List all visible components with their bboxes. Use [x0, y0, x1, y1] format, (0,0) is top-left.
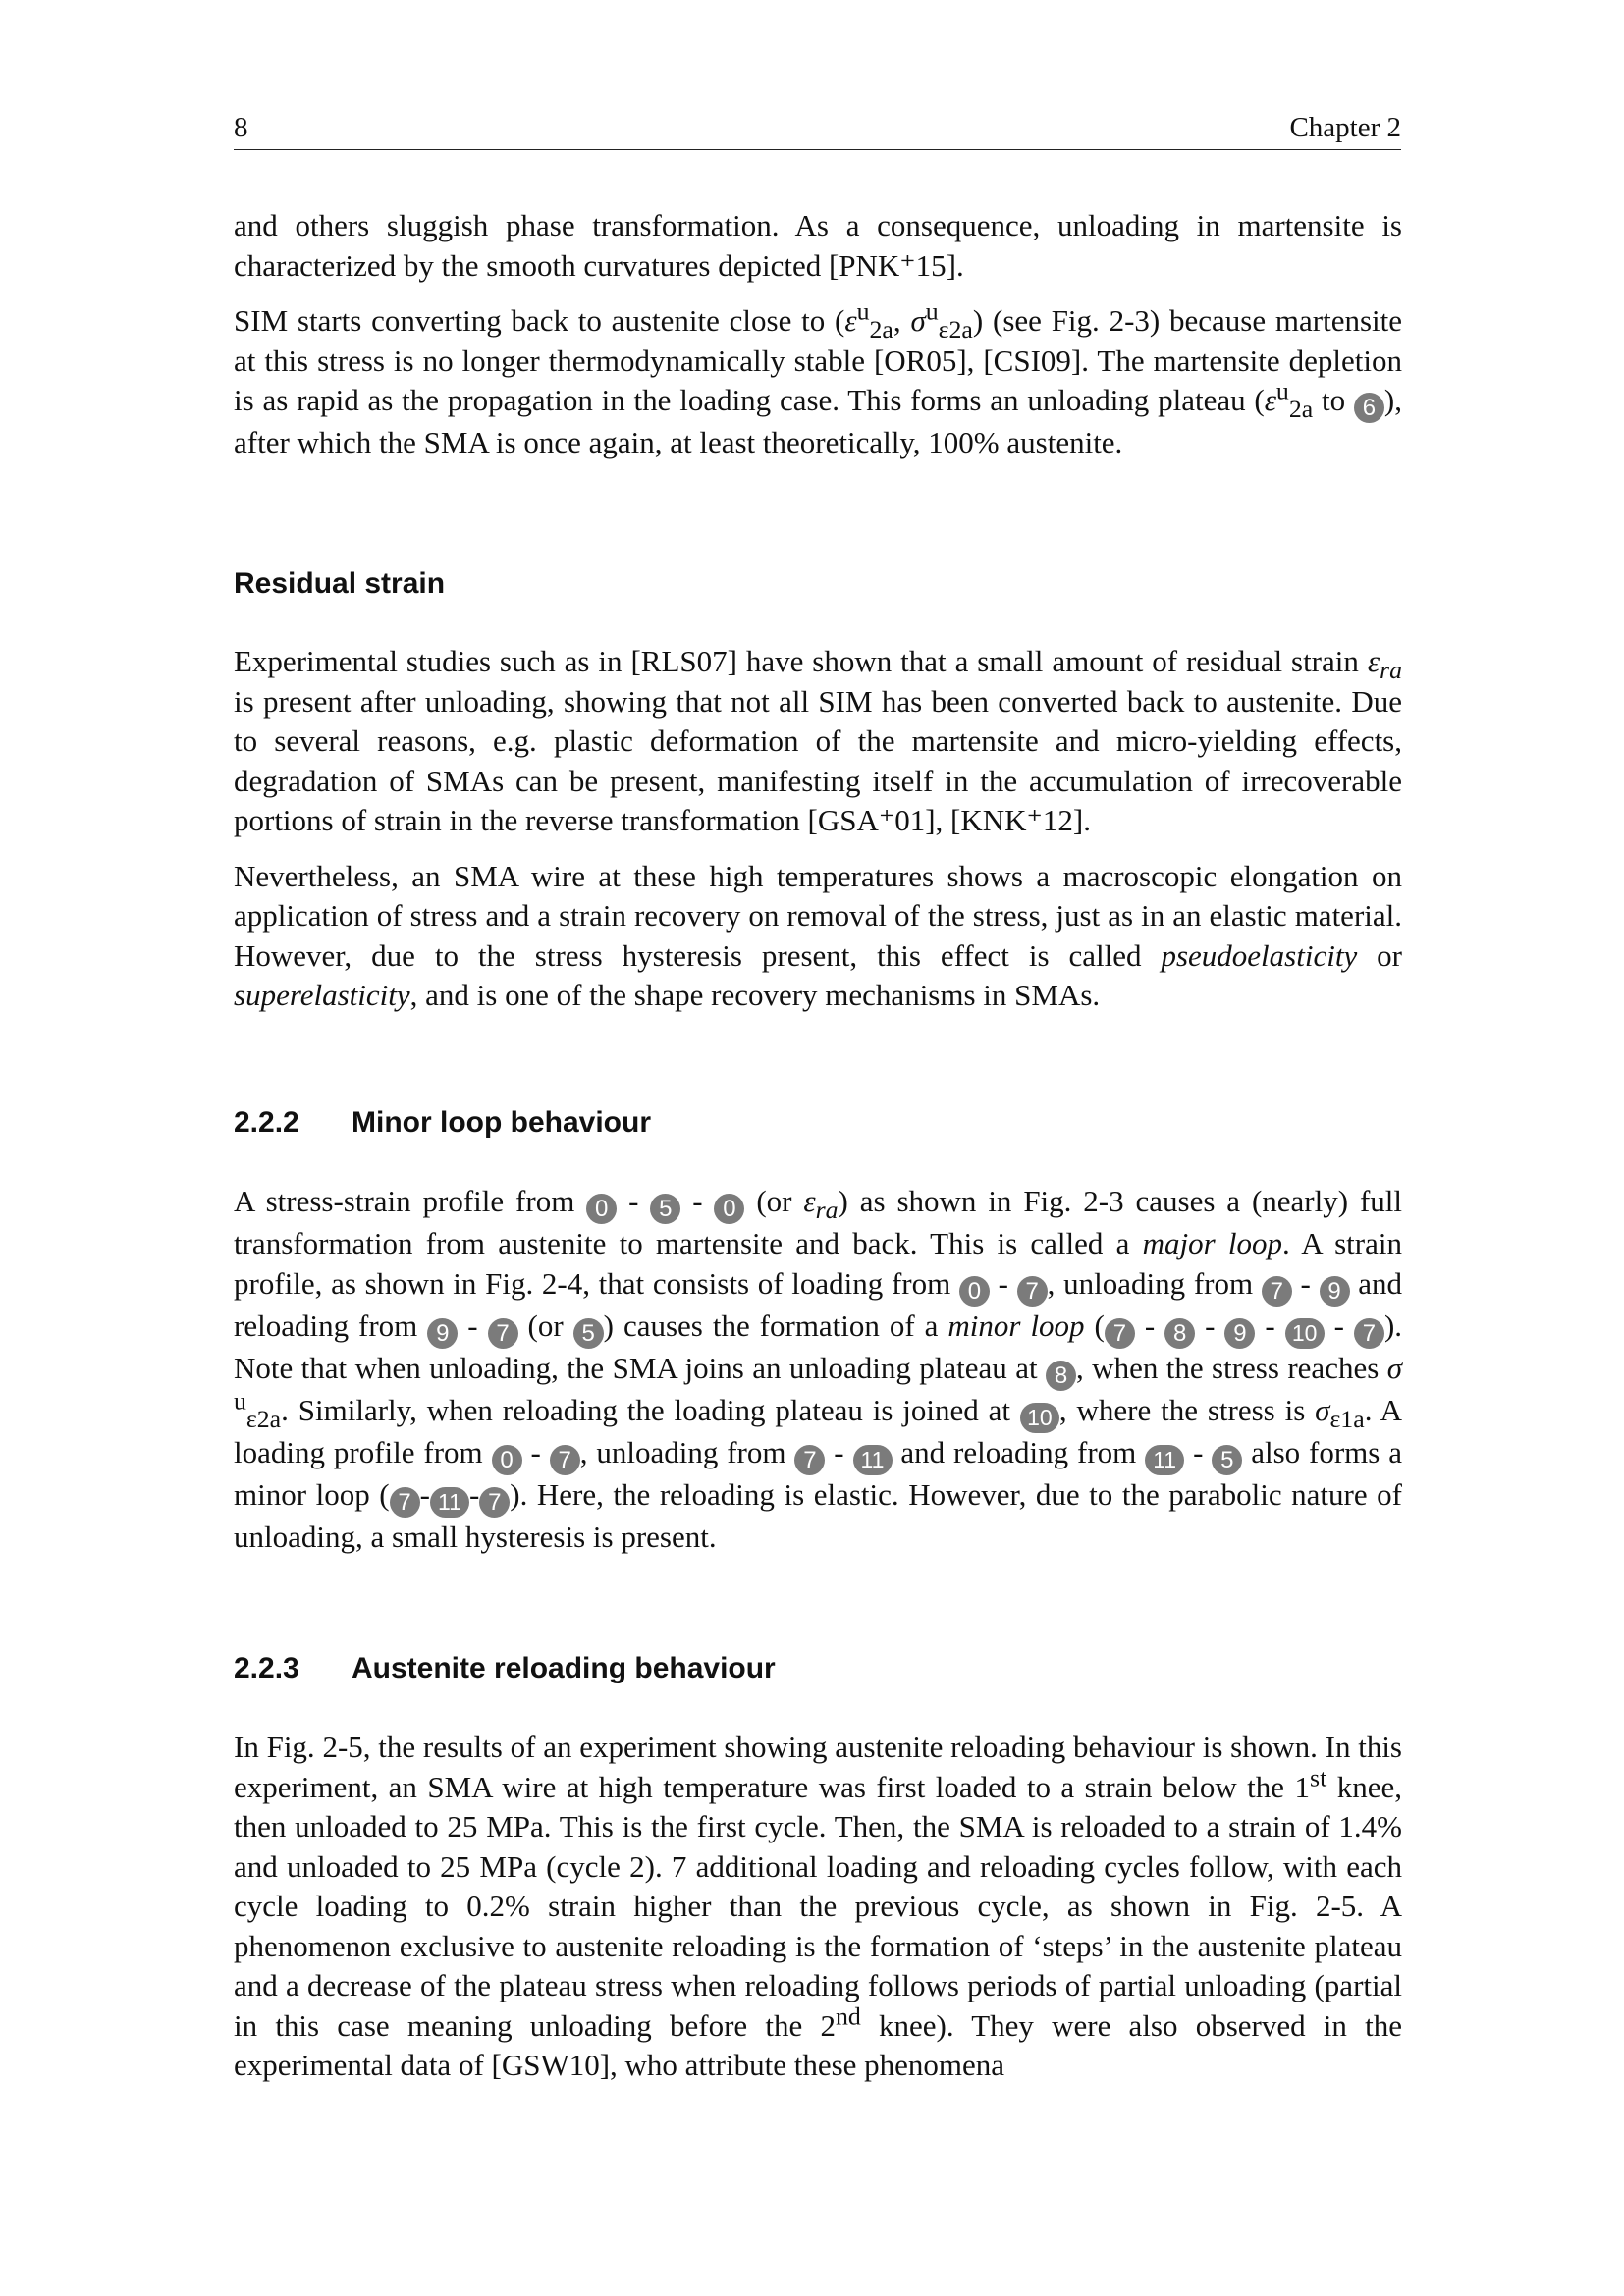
- point-marker-9: 9: [427, 1318, 458, 1349]
- point-marker-0: 0: [492, 1445, 522, 1475]
- point-marker-11: 11: [853, 1445, 893, 1475]
- point-marker-7: 7: [390, 1487, 420, 1518]
- point-marker-11: 11: [1145, 1445, 1184, 1475]
- point-marker-7: 7: [1354, 1318, 1384, 1349]
- page-number: 8: [234, 112, 248, 143]
- point-marker-5: 5: [1212, 1445, 1242, 1475]
- paragraph-3: Experimental studies such as in [RLS07] have shown that a small amount of residual strain $\varepsilon_{ra}$ is present after unloading, showing that not all SIM has been converted back to austenite. Due to several reasons, e.g. plastic deformation of the martensite and micro-yielding effects, degradation of SMAs can be present, manifesting itself in the accumulation of irrecoverable portions of strain in the reverse transformation [GSA⁺01], [KNK⁺12].: [234, 644, 1402, 837]
- paragraph-5: A stress-strain profile from 0 - 5 - 0 (or $\varepsilon_{ra}$) as shown in Fig. 2-3 causes a (nearly) full transformation from austenite to martensite and back. This is called a major loop. A strain profile, as shown in Fig. 2-4, that consists of loading from 0 - 7 , unloading from 7 - 9 and reloading from 9 - 7 (or 5 ) causes the formation of a minor loop ( 7 - 8 - 9 - 10 - 7 ). Note that when unloading, the SMA joins an unloading plateau at 8 , when the stress reaches $\sigma^u_{\varepsilon 2a}$. Similarly, when reloading the loading plateau is joined at 10 , where the stress is $\sigma_{\varepsilon 1a}$. A loading profile from 0 - 7 , unloading from 7 - 11 and reloading from 11 - 5 also forms a minor loop ( 7 - 11 - 7 ). Here, the reloading is elastic. However, due to the parabolic nature of unloading, a small hysteresis is present.: [234, 1184, 1403, 1554]
- point-marker-10: 10: [1285, 1318, 1325, 1349]
- point-marker-7: 7: [1017, 1276, 1048, 1307]
- point-marker-7: 7: [550, 1445, 580, 1475]
- section-heading-2-2-2: 2.2.2 Minor loop behaviour: [234, 1106, 651, 1139]
- point-marker-7: 7: [1262, 1276, 1292, 1307]
- point-marker-7: 7: [479, 1487, 510, 1518]
- point-marker-0: 0: [586, 1194, 617, 1224]
- heading-residual-strain: Residual strain: [234, 567, 446, 600]
- point-marker-0: 0: [959, 1276, 990, 1307]
- point-marker-7: 7: [1105, 1318, 1135, 1349]
- point-marker-11: 11: [430, 1487, 469, 1518]
- paragraph-2: SIM starts converting back to austenite close to ($\varepsilon^u_{2a}$, $\sigma^u_{\varepsilon 2a}$) (see Fig. 2-3) because martensite at this stress is no longer thermodynamically stable [OR05], [CSI09]. The martensite depletion is as rapid as the propagation in the loading case. This forms an unloading plateau ($\varepsilon^u_{2a}$ to 6 ), after which the SMA is once again, at least theoretically, 100% austenite.: [234, 296, 1403, 459]
- point-marker-6: 6: [1354, 393, 1384, 423]
- point-marker-10: 10: [1020, 1403, 1059, 1433]
- intro-text: [234, 206, 1402, 479]
- residual-text: [234, 642, 1402, 1032]
- running-header: [234, 110, 1401, 150]
- chapter-label: Chapter 2: [1289, 112, 1401, 143]
- austenite-reloading-text: [234, 1728, 1402, 2102]
- paragraph-4: Nevertheless, an SMA wire at these high temperatures shows a macroscopic elongation on application of stress and a strain recovery on removal of the stress, just as in an elastic material. However, due to the stress hysteresis present, this effect is called pseudoelasticity or superelasticity, and is one of the shape recovery mechanisms in SMAs.: [234, 858, 1403, 1012]
- point-marker-7: 7: [794, 1445, 825, 1475]
- point-marker-8: 8: [1046, 1361, 1076, 1391]
- point-marker-9: 9: [1224, 1318, 1255, 1349]
- paragraph-6: In Fig. 2-5, the results of an experiment showing austenite reloading behaviour is shown. In this experiment, an SMA wire at high temperature was first loaded to a strain below the 1st knee, then unloaded to 25 MPa. This is the first cycle. Then, the SMA is reloaded to a strain of 1.4% and unloaded to 25 MPa (cycle 2). 7 additional loading and reloading cycles follow, with each cycle loading to 0.2% strain higher than the previous cycle, as shown in Fig. 2-5. A phenomenon exclusive to austenite reloading is the formation of ‘steps’ in the austenite plateau and a decrease of the plateau stress when reloading follows periods of partial unloading (partial in this case meaning unloading before the 2nd knee). They were also observed in the experimental data of [GSW10], who attribute these phenomena: [234, 1730, 1402, 2082]
- point-marker-9: 9: [1320, 1276, 1350, 1307]
- point-marker-5: 5: [573, 1318, 604, 1349]
- section-heading-2-2-3: 2.2.3 Austenite reloading behaviour: [234, 1652, 776, 1684]
- minor-loop-text: [234, 1182, 1402, 1573]
- point-marker-7: 7: [488, 1318, 518, 1349]
- point-marker-0: 0: [714, 1194, 744, 1224]
- point-marker-5: 5: [650, 1194, 680, 1224]
- point-marker-8: 8: [1164, 1318, 1195, 1349]
- paragraph-1: and others sluggish phase transformation. As a consequence, unloading in martensite is characterized by the smooth curvatures depicted [PNK⁺15].: [234, 208, 1402, 283]
